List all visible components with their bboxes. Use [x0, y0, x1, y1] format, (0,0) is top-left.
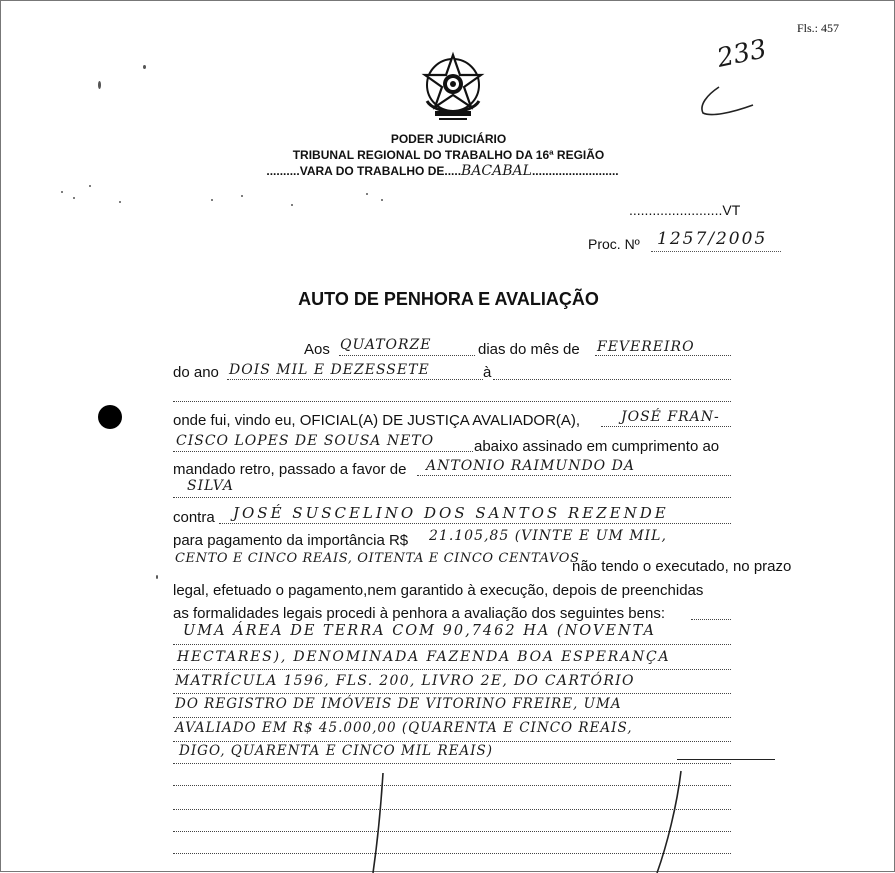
dias-label: dias do mês de — [478, 341, 580, 358]
header-poder-judiciario: PODER JUDICIÁRIO — [390, 132, 507, 146]
vt-label: ........................VT — [629, 202, 741, 218]
favor-value-1: ANTONIO RAIMUNDO DA — [426, 458, 635, 474]
contra-label: contra — [173, 509, 215, 526]
bens-line-5: AVALIADO EM R$ 45.000,00 (QUARENTA E CINCO REAIS, — [175, 720, 633, 736]
cancellation-strokes — [361, 765, 701, 873]
proc-number: 1257/2005 — [657, 229, 768, 249]
oficial-value-2: CISCO LOPES DE SOUSA NETO — [176, 433, 435, 449]
bens-line-2: HECTARES), DENOMINADA FAZENDA BOA ESPERANÇA — [177, 649, 671, 665]
pagamento-label: para pagamento da importância R$ — [173, 532, 409, 549]
a-label: à — [483, 364, 492, 381]
mes-value: FEVEREIRO — [597, 339, 695, 355]
header-vara: ..........VARA DO TRABALHO DE.....BACABAL.......................... — [266, 163, 619, 179]
ano-value: DOIS MIL E DEZESSETE — [229, 362, 430, 378]
proc-label: Proc. Nº — [588, 236, 640, 252]
oficial-value-1: JOSÉ FRAN- — [621, 409, 720, 425]
brazil-coat-of-arms-seal — [415, 49, 491, 127]
legal-label: legal, efetuado o pagamento,nem garantido à execução, depois de preenchidas — [173, 582, 704, 599]
handwritten-page-number: 233 — [714, 34, 770, 74]
mandado-label: mandado retro, passado a favor de — [173, 461, 407, 478]
bens-line-4: DO REGISTRO DE IMÓVEIS DE VITORINO FREIRE, UMA — [175, 696, 622, 712]
bens-line-6: DIGO, QUARENTA E CINCO MIL REAIS) — [179, 743, 494, 759]
aos-value: QUATORZE — [340, 337, 432, 353]
header-tribunal: TRIBUNAL REGIONAL DO TRABALHO DA 16ª REGIÃO — [292, 148, 605, 162]
aos-label: Aos — [304, 341, 330, 358]
formalidades-label: as formalidades legais procedi à penhora a avaliação dos seguintes bens: — [173, 605, 665, 622]
bens-line-1: UMA ÁREA DE TERRA COM 90,7462 HA (NOVENTA — [183, 623, 656, 639]
onde-label: onde fui, vindo eu, OFICIAL(A) DE JUSTIÇA AVALIADOR(A), — [173, 412, 581, 429]
bens-line-3: MATRÍCULA 1596, FLS. 200, LIVRO 2E, DO CARTÓRIO — [175, 673, 635, 689]
nao-tendo-label: não tendo o executado, no prazo — [572, 558, 792, 575]
favor-value-2: SILVA — [187, 478, 235, 494]
closing-stroke — [677, 759, 775, 760]
do-ano-label: do ano — [173, 364, 219, 381]
abaixo-label: abaixo assinado em cumprimento ao — [474, 438, 720, 455]
document-title: AUTO DE PENHORA E AVALIAÇÃO — [298, 289, 599, 309]
importancia-value-2: CENTO E CINCO REAIS, OITENTA E CINCO CENTAVOS — [175, 551, 580, 566]
fls-page-number: Fls.: 457 — [797, 21, 840, 35]
importancia-value-1: 21.105,85 (VINTE E UM MIL, — [429, 528, 667, 544]
hole-punch-mark — [98, 405, 122, 429]
handwritten-check-mark — [697, 79, 759, 123]
contra-value: JOSÉ SUSCELINO DOS SANTOS REZENDE — [233, 504, 669, 522]
